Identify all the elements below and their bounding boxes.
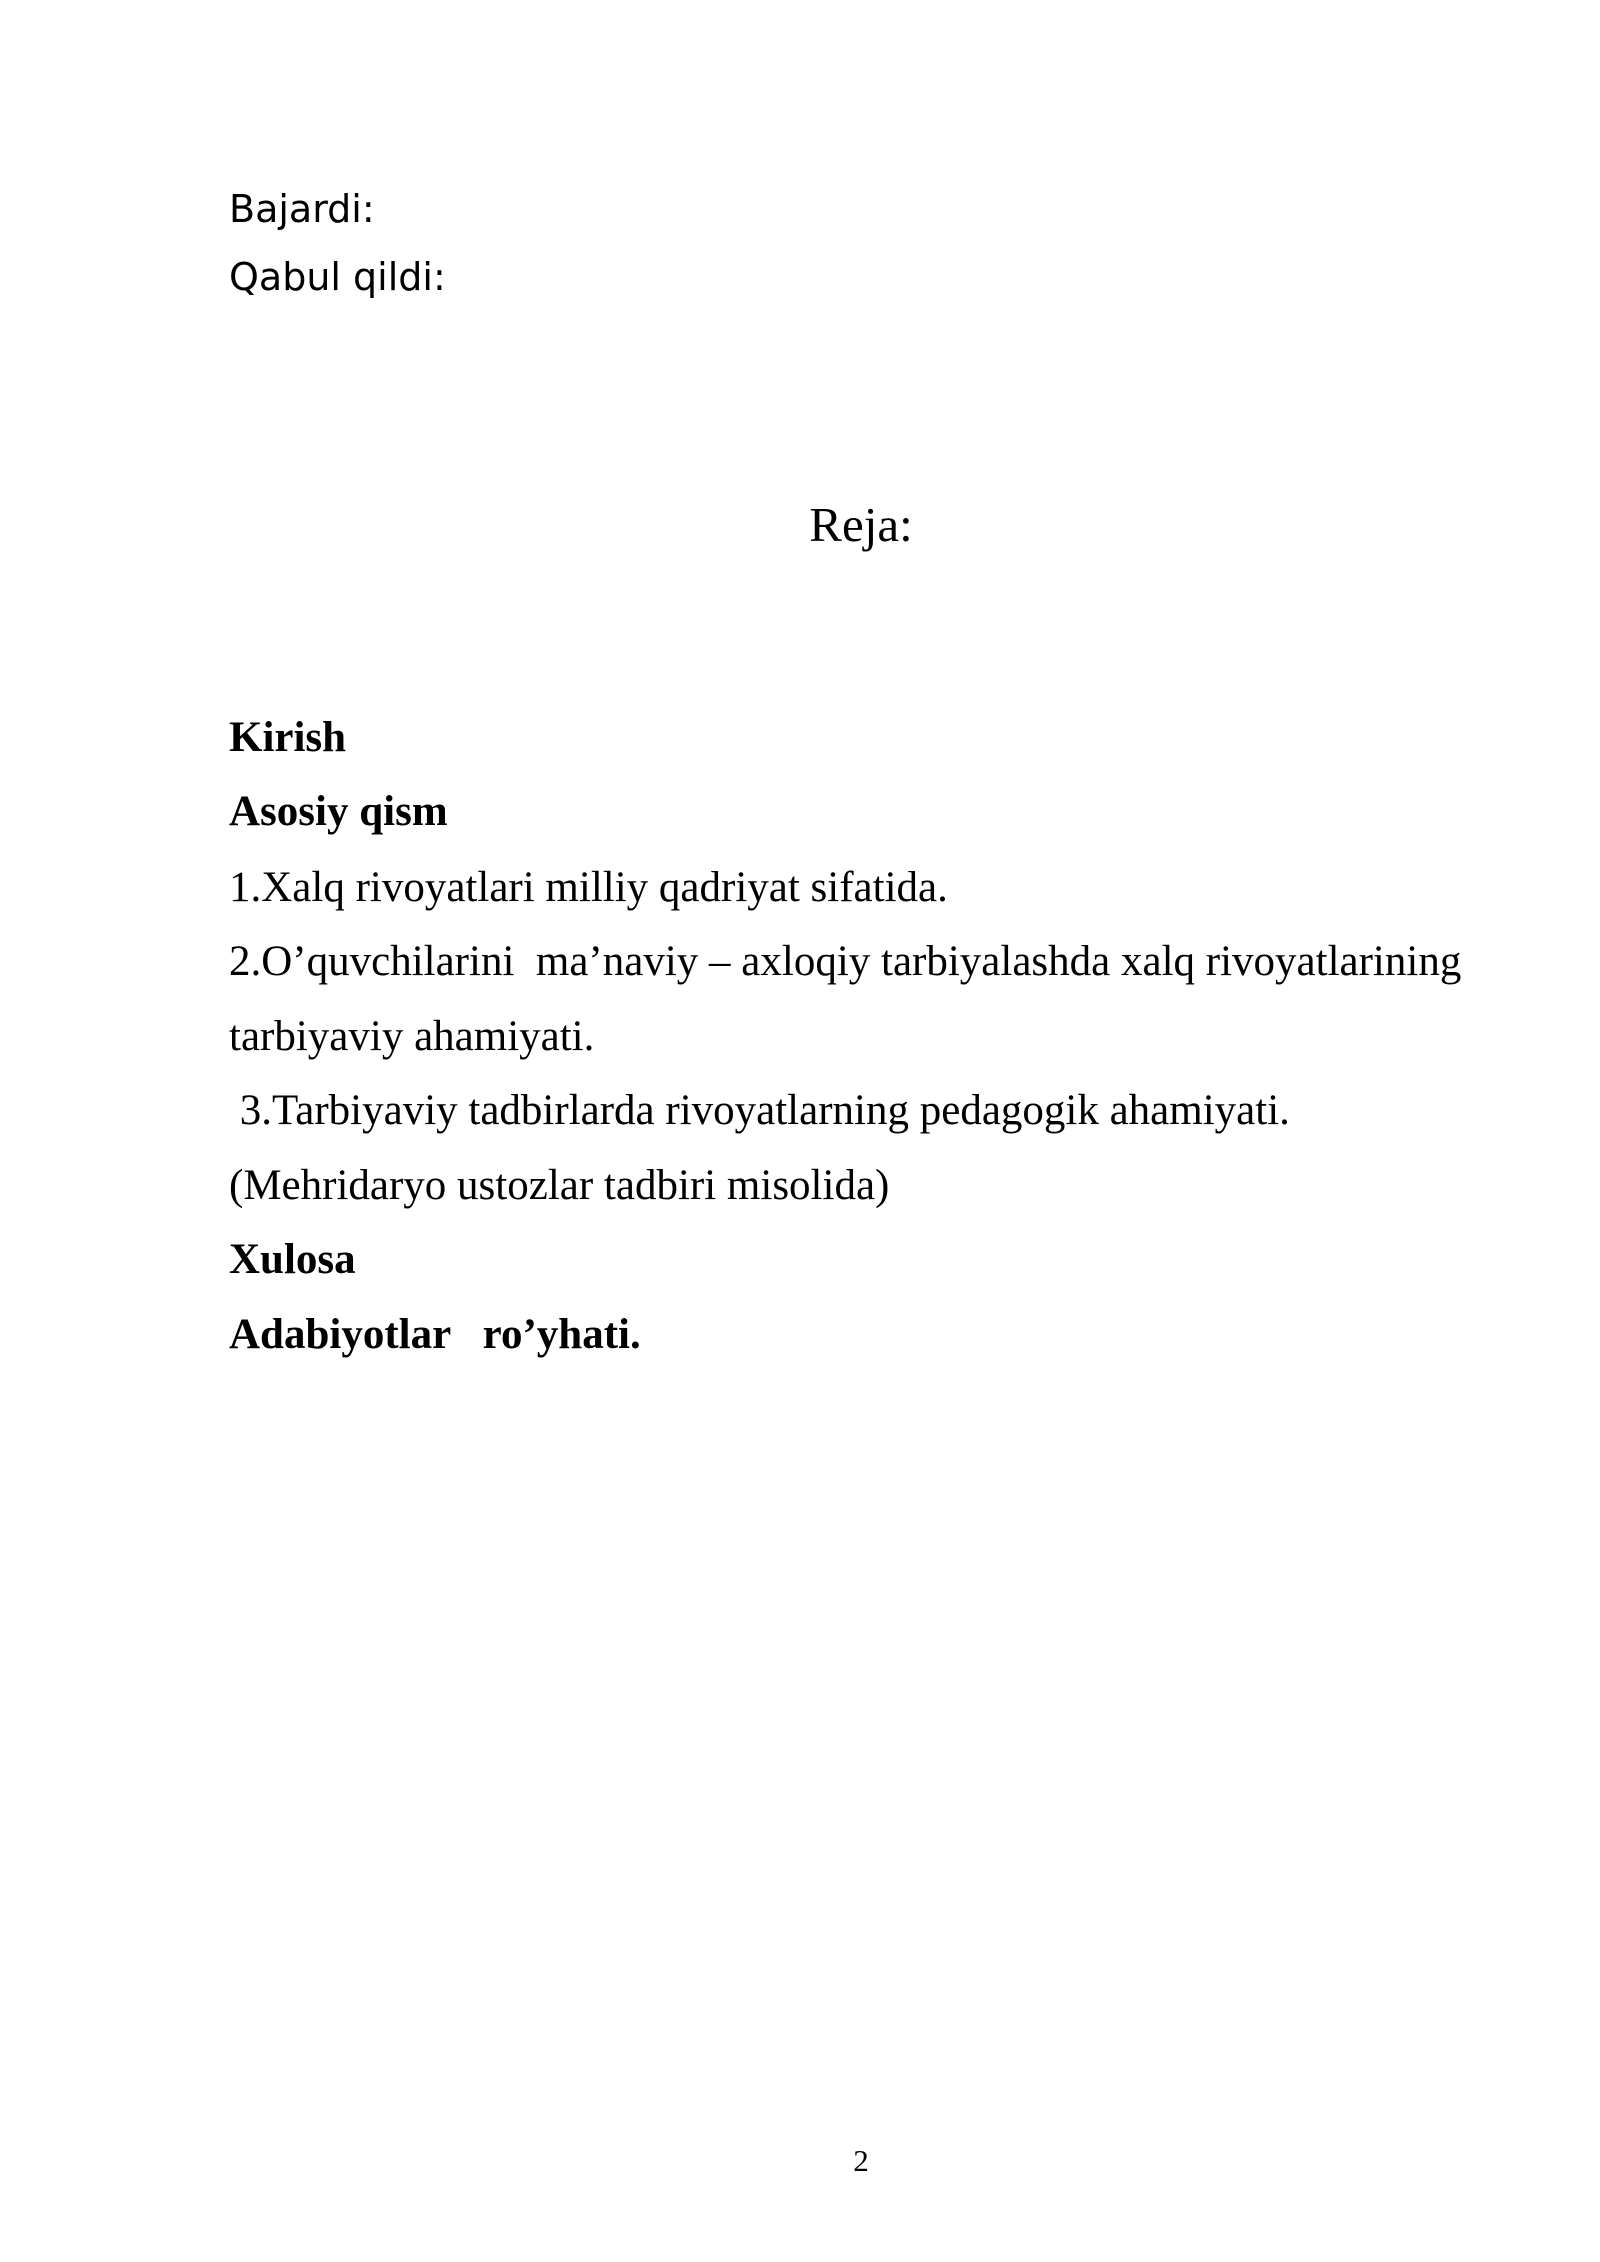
plan-item-1: 1.Xalq rivoyatlari milliy qadriyat sifatida. bbox=[229, 864, 948, 911]
bajardi-label: Bajardi: bbox=[229, 187, 375, 231]
plan-item-kirish: Kirish bbox=[229, 714, 347, 761]
plan-title: Reja: bbox=[809, 497, 913, 552]
plan-item-2-line-1: 2.O’quvchilarini ma’naviy – axloqiy tarbiyalashda xalq rivoyatlarining bbox=[229, 938, 1462, 985]
plan-item-asosiy-qism: Asosiy qism bbox=[229, 788, 448, 835]
plan-item-3-line-2: (Mehridaryo ustozlar tadbiri misolida) bbox=[229, 1162, 890, 1209]
qabul-qildi-label: Qabul qildi: bbox=[229, 255, 446, 299]
plan-item-xulosa: Xulosa bbox=[229, 1236, 356, 1283]
page-number: 2 bbox=[853, 2143, 869, 2178]
plan-item-3-line-1: 3.Tarbiyaviy tadbirlarda rivoyatlarning pedagogik ahamiyati. bbox=[229, 1087, 1290, 1134]
plan-item-adabiyotlar: Adabiyotlar ro’yhati. bbox=[229, 1311, 641, 1358]
plan-item-2-line-2: tarbiyaviy ahamiyati. bbox=[229, 1013, 595, 1060]
